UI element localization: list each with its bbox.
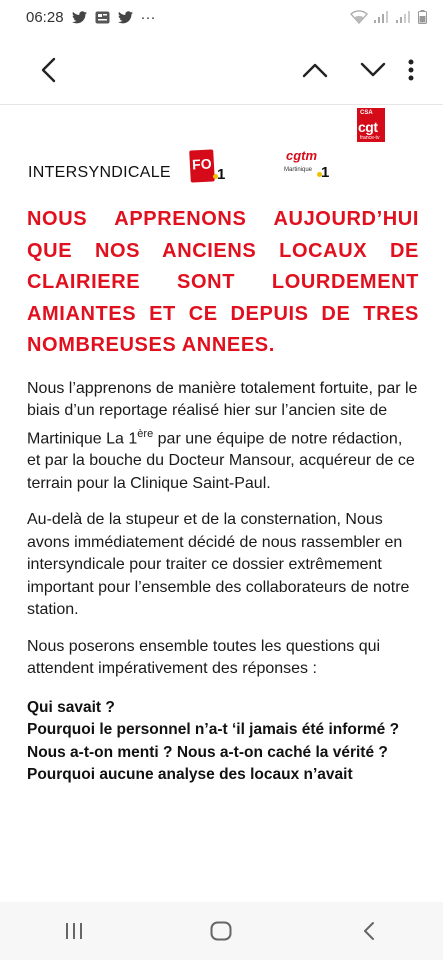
status-right [350,10,427,24]
question-item: Pourquoi aucune analyse des locaux n’avait [27,766,353,784]
twitter-icon-2 [118,11,133,24]
paragraph-1-part-a: Nous l’apprenons de manière totalement fortuite, par le biais d’un reportage réalisé hier sur l’ancien site de Martinique La 1 [27,379,418,447]
paragraph-1 [27,378,419,496]
paragraph-1-part-b: par une équipe de notre rédaction, et par la bouche du Docteur Mansour, acquéreur de ce terrain pour la Clinique Saint-Paul. [27,429,415,492]
status-left [26,9,156,26]
system-back-icon [363,921,375,941]
union-logos-row [27,108,419,192]
recent-apps-button[interactable] [44,909,104,953]
app-bar [0,40,443,100]
home-button[interactable] [191,909,251,953]
signal-icon [374,11,390,23]
message-body [27,108,419,787]
chevron-down-icon [360,62,386,78]
signal-icon-2 [396,11,412,23]
fo-logo-text: FO [191,155,213,173]
back-arrow-icon [40,57,56,83]
wifi-icon [350,10,368,24]
fo-logo [189,149,215,182]
chevron-up-icon [302,62,328,78]
twitter-icon [72,11,87,24]
csa-logo-foot: france-tv [360,135,380,141]
question-item: Qui savait ? [27,698,115,716]
cgtm-logo-sub: Martinique [284,167,313,173]
paragraph-3: Nous poserons ensemble toutes les questions qui attendent impérativement des réponses : [27,637,381,678]
paragraph-2: Au-delà de la stupeur et de la consternation, Nous avons immédiatement décidé de nous rassembler en intersyndicale pour traiter ce dossier extrêmement important pour l’ensemble des collaborateurs de notre station. [27,511,410,619]
fo-count: 1 [217,166,226,183]
csa-logo-main: cgt [358,119,378,135]
intersyndicale-label: INTERSYNDICALE [28,164,171,181]
status-time: 06:28 [26,8,64,26]
news-app-icon [95,11,110,24]
battery-icon [418,10,427,24]
more-vertical-icon [408,59,414,81]
csa-cgt-logo [357,108,385,142]
cgtm-count: 1 [321,164,330,181]
system-navigation-bar [0,902,443,960]
status-bar [0,0,443,34]
back-button[interactable] [26,48,70,92]
system-back-button[interactable] [339,909,399,953]
notification-dots: ··· [140,8,156,26]
cgtm-logo-text: cgtm [286,148,318,163]
recent-apps-icon [64,922,84,940]
questions-list [27,697,419,787]
question-item: Nous a-t-on menti ? Nous a-t-on caché la vérité ? [27,743,388,761]
question-item: Pourquoi le personnel n’a-t ‘il jamais été informé ? [27,721,400,739]
home-icon [210,921,232,941]
paragraph-1-superscript: ère [137,427,154,440]
next-message-button[interactable] [351,48,395,92]
divider [0,104,443,105]
more-options-button[interactable] [397,48,425,92]
previous-message-button[interactable] [293,48,337,92]
csa-logo-top: CSA [360,110,373,116]
headline: NOUS APPRENONS AUJOURD’HUI QUE NOS ANCIENS LOCAUX DE CLAIRIERE SONT LOURDEMENT AMIANTES ET CE DEPUIS DE TRES NOMBREUSES ANNEES. [27,208,419,356]
